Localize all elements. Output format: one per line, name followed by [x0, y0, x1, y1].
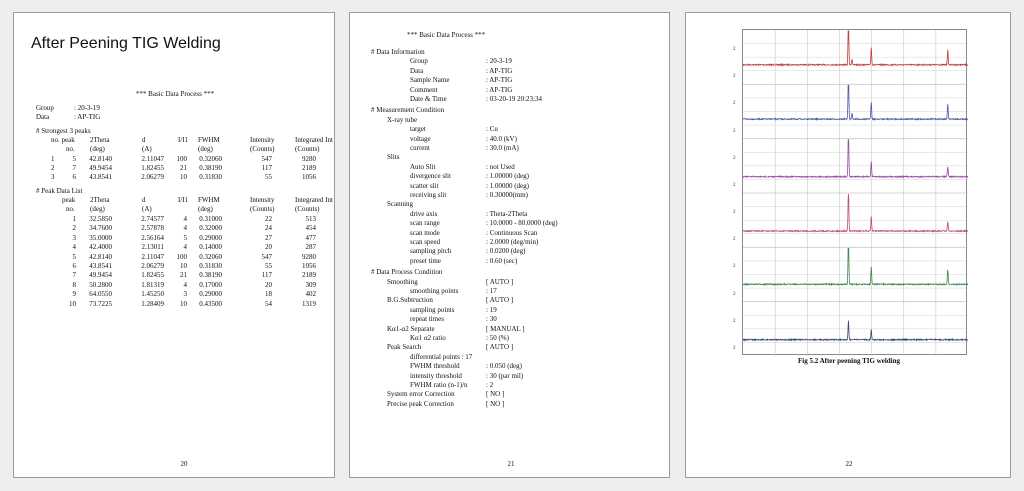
- table-cell: 2: [72, 224, 76, 233]
- table-header: no. peak: [51, 136, 75, 144]
- table-cell: 24: [265, 224, 272, 233]
- table-cell: 2: [51, 164, 55, 172]
- table-cell: 1319: [302, 299, 316, 308]
- table-cell: 21: [180, 271, 187, 280]
- table-header: (Counts): [250, 145, 275, 153]
- table-header: d: [142, 136, 146, 144]
- table-cell: 2.13011: [141, 243, 164, 252]
- page-number: 22: [845, 460, 853, 468]
- field-label: Comment: [410, 85, 438, 94]
- table-header: (Counts): [295, 205, 320, 213]
- table-cell: 43.8541: [89, 262, 112, 270]
- field-label: Date & Time: [410, 95, 447, 103]
- table-header: d: [142, 196, 146, 204]
- table-header: peak: [62, 196, 76, 204]
- field-label: B.G.Subtruction: [387, 296, 433, 305]
- table-cell: 5: [72, 252, 76, 261]
- page-20: [13, 12, 335, 478]
- field-label: Data: [410, 66, 424, 75]
- table-cell: 6: [72, 262, 76, 270]
- table-cell: 2.06279: [141, 173, 164, 181]
- table-cell: 4: [72, 243, 76, 252]
- data-value: : AP-TIG: [74, 113, 101, 121]
- field-value: : Continuous Scan: [486, 228, 538, 237]
- table-cell: 32.5850: [89, 215, 112, 223]
- field-label: sampling points: [410, 305, 455, 314]
- page-number: 21: [507, 460, 515, 468]
- field-value: : 2.0000 (deg/min): [486, 238, 539, 246]
- table-cell: 3: [72, 233, 76, 242]
- table-cell: 8: [72, 280, 76, 289]
- table-cell: 1: [51, 155, 55, 163]
- table-header: FWHM: [198, 136, 220, 144]
- table-cell: 20: [265, 280, 272, 289]
- field-value: : 19: [486, 305, 497, 314]
- table-cell: 1: [72, 215, 76, 223]
- field-label: Precise peak Correction: [387, 399, 454, 408]
- field-value: : not Used: [486, 162, 515, 171]
- table-cell: 55: [265, 262, 272, 270]
- table-cell: 64.0550: [89, 290, 112, 299]
- table-header: FWHM: [198, 196, 220, 204]
- field-label: intensity threshold: [410, 371, 462, 380]
- y-tick-label: 2: [733, 128, 736, 134]
- table-header: 2Theta: [90, 196, 110, 204]
- table-cell: 43.8541: [89, 173, 112, 181]
- field-label: voltage: [410, 134, 431, 143]
- field-label: Sample Name: [410, 76, 450, 85]
- table-header: 2Theta: [90, 136, 110, 144]
- field-label: target: [410, 125, 426, 134]
- field-label: System error Correction: [387, 390, 455, 399]
- table-cell: 42.4000: [89, 243, 112, 252]
- field-label: Group: [410, 57, 428, 66]
- y-tick-label: 2: [733, 291, 736, 297]
- table-header: Intensity: [250, 136, 275, 144]
- field-value: : Theta-2Theta: [486, 209, 528, 218]
- field-label: Auto Slit: [410, 162, 436, 171]
- field-value: [ NO ]: [486, 399, 505, 408]
- field-value: : 20-3-19: [486, 57, 512, 66]
- field-value: : 10.0000 - 80.0000 (deg): [486, 219, 558, 228]
- xrd-series-line: [743, 321, 968, 341]
- table-cell: 4: [183, 280, 187, 289]
- table-cell: 1.28409: [141, 299, 164, 308]
- xrd-series-line: [743, 85, 968, 119]
- table-cell: 100: [176, 155, 187, 163]
- figure-caption: Fig 5.2 After peening TIG welding: [797, 357, 901, 365]
- table-cell: 10: [180, 299, 187, 308]
- table-cell: 9280: [302, 155, 316, 163]
- field-label: scatter slit: [410, 181, 439, 190]
- xrd-series-line: [743, 140, 968, 178]
- table-cell: 2.57878: [141, 224, 164, 233]
- section-title: *** Basic Data Process ***: [135, 90, 215, 98]
- field-value: : AP-TIG: [486, 76, 513, 85]
- table-cell: 0.31000: [199, 215, 222, 223]
- y-tick-label: 2: [733, 74, 736, 80]
- table-cell: 7: [72, 164, 76, 172]
- field-value: : 30.0 (mA): [486, 144, 519, 152]
- table-cell: 7: [72, 271, 76, 280]
- subsection-label: X-ray tube: [387, 115, 418, 124]
- xrd-series-line: [743, 31, 968, 65]
- field-label: Kα1-α2 Separate: [387, 324, 435, 333]
- table-cell: 0.38190: [199, 164, 222, 172]
- table-cell: 55: [265, 173, 272, 181]
- section-heading: # Measurement Condition: [371, 106, 445, 115]
- y-tick-label: 2: [733, 101, 736, 107]
- table-cell: 513: [305, 215, 316, 223]
- field-label: differential points : 17: [410, 352, 473, 361]
- y-tick-label: 2: [733, 237, 736, 243]
- field-label: receiving slit: [410, 191, 447, 199]
- table-cell: 287: [305, 243, 316, 252]
- strongest-peaks-title: # Strongest 3 peaks: [36, 127, 91, 135]
- data-label: Data: [36, 113, 50, 121]
- field-value: : 30: [486, 315, 497, 324]
- field-label: repeat times: [410, 315, 445, 324]
- table-cell: 402: [305, 290, 316, 299]
- xrd-series-line: [743, 248, 968, 285]
- field-value: : 50 (%): [486, 334, 509, 342]
- table-header: (Counts): [295, 145, 320, 153]
- table-cell: 54: [265, 299, 272, 308]
- field-value: : Cu: [486, 125, 498, 134]
- table-cell: 5: [72, 155, 76, 163]
- table-cell: 2.06279: [141, 262, 164, 270]
- table-cell: 1.82455: [141, 164, 164, 172]
- table-header: (A): [142, 205, 152, 213]
- table-cell: 2.74577: [141, 215, 164, 223]
- section-heading: # Data Information: [371, 48, 425, 56]
- table-cell: 0.31830: [199, 173, 222, 181]
- table-cell: 1.81319: [141, 280, 164, 289]
- section-title: *** Basic Data Process ***: [407, 31, 486, 39]
- field-label: scan range: [410, 219, 440, 228]
- table-cell: 34.7600: [89, 224, 112, 233]
- table-cell: 10: [69, 299, 76, 308]
- table-cell: 117: [261, 164, 272, 172]
- y-tick-label: 2: [733, 264, 736, 270]
- table-cell: 100: [176, 252, 187, 261]
- xrd-series-line: [743, 194, 968, 232]
- table-cell: 20: [265, 243, 272, 252]
- table-cell: 454: [305, 224, 316, 233]
- page-number: 20: [180, 460, 188, 468]
- table-header: no.: [66, 145, 75, 153]
- table-cell: 0.38190: [199, 271, 222, 280]
- table-header: (deg): [198, 145, 213, 153]
- y-tick-label: 2: [733, 47, 736, 52]
- table-header: (deg): [90, 205, 105, 213]
- field-label: scan speed: [410, 238, 441, 246]
- table-cell: 1056: [302, 173, 316, 181]
- field-value: [ AUTO ]: [486, 277, 514, 286]
- table-cell: 42.8140: [89, 155, 112, 163]
- xrd-chart-svg: [743, 30, 968, 356]
- field-value: : 1.00000 (deg): [486, 172, 529, 181]
- table-cell: 42.8140: [89, 252, 112, 261]
- xrd-chart: [742, 29, 967, 355]
- table-cell: 0.14000: [199, 243, 222, 252]
- table-cell: 1056: [302, 262, 316, 270]
- field-label: preset time: [410, 256, 441, 265]
- table-cell: 22: [265, 215, 272, 223]
- table-cell: 4: [183, 243, 187, 252]
- field-label: FWHM threshold: [410, 362, 460, 371]
- table-header: (deg): [90, 145, 105, 153]
- y-tick-label: 2: [733, 345, 736, 351]
- field-value: : 30 (par mil): [486, 371, 524, 380]
- y-tick-label: 2: [733, 155, 736, 161]
- field-label: drive axis: [410, 209, 438, 218]
- table-cell: 6: [72, 173, 76, 181]
- table-header: (A): [142, 145, 152, 153]
- table-cell: 1.45250: [141, 290, 164, 299]
- table-cell: 0.32060: [199, 252, 222, 261]
- table-cell: 4: [183, 224, 187, 233]
- field-label: divergence slit: [410, 172, 451, 181]
- field-value: : 0.050 (deg): [486, 362, 522, 371]
- table-cell: 10: [180, 173, 187, 181]
- field-label: Kα1 α2 ratio: [410, 334, 446, 342]
- table-cell: 10: [180, 262, 187, 270]
- page-21: [349, 12, 670, 478]
- field-label: scan mode: [410, 228, 440, 237]
- table-header: I/I1: [178, 136, 189, 144]
- field-value: : AP-TIG: [486, 85, 513, 94]
- table-cell: 0.29000: [199, 233, 222, 242]
- table-cell: 9280: [302, 252, 316, 261]
- table-cell: 2189: [302, 271, 316, 280]
- table-header: no.: [66, 205, 75, 213]
- table-cell: 547: [261, 155, 272, 163]
- page-22: [685, 12, 1011, 478]
- y-tick-label: 2: [733, 210, 736, 215]
- table-cell: 5: [183, 233, 187, 242]
- field-value: : 17: [486, 287, 497, 295]
- field-value: : AP-TIG: [486, 66, 513, 75]
- table-header: Integrated Int: [295, 196, 333, 204]
- table-cell: 9: [72, 290, 76, 299]
- y-tick-label: 2: [733, 318, 736, 324]
- table-cell: 49.9454: [89, 164, 112, 172]
- table-cell: 309: [305, 280, 316, 289]
- table-header: Integrated Int: [295, 136, 333, 144]
- table-cell: 3: [51, 173, 55, 181]
- field-value: : 2: [486, 381, 494, 389]
- field-value: [ AUTO ]: [486, 343, 514, 352]
- field-label: sampling pitch: [410, 247, 452, 256]
- table-cell: 0.32000: [199, 224, 222, 233]
- table-cell: 50.2800: [89, 280, 112, 289]
- table-header: I/I1: [178, 196, 189, 204]
- field-value: : 40.0 (kV): [486, 134, 517, 143]
- section-heading: # Data Process Condition: [371, 268, 443, 277]
- table-cell: 0.32060: [199, 155, 222, 163]
- field-value: [ AUTO ]: [486, 296, 514, 305]
- table-cell: 4: [183, 215, 187, 223]
- field-label: Peak Search: [387, 343, 422, 352]
- field-label: current: [410, 144, 430, 152]
- table-header: Intensity: [250, 196, 275, 204]
- table-cell: 0.17000: [199, 280, 222, 289]
- table-header: (Counts): [250, 205, 275, 213]
- table-cell: 1.82455: [141, 271, 164, 280]
- table-cell: 547: [261, 252, 272, 261]
- field-value: : 0.30000(mm): [486, 191, 528, 199]
- field-label: smoothing points: [410, 287, 459, 295]
- table-cell: 73.7225: [89, 299, 112, 308]
- group-value: : 20-3-19: [74, 104, 100, 112]
- table-cell: 49.9454: [89, 271, 112, 280]
- field-value: [ MANUAL ]: [486, 324, 525, 333]
- table-cell: 18: [265, 290, 272, 299]
- field-value: : 0.0200 (deg): [486, 247, 526, 256]
- field-value: : 03-20-19 20:23:34: [486, 95, 542, 103]
- field-label: FWHM ratio (n-1)/n: [410, 381, 468, 389]
- field-value: [ NO ]: [486, 390, 505, 399]
- field-value: : 0.60 (sec): [486, 256, 518, 265]
- table-cell: 0.43500: [199, 299, 222, 308]
- table-cell: 2189: [302, 164, 316, 172]
- table-header: (deg): [198, 205, 213, 213]
- table-cell: 0.31830: [199, 262, 222, 270]
- table-cell: 477: [305, 233, 316, 242]
- y-tick-label: 2: [733, 182, 736, 188]
- table-cell: 21: [180, 164, 187, 172]
- table-cell: 35.0000: [89, 233, 112, 242]
- table-cell: 2.11047: [141, 252, 164, 261]
- peak-list-title: # Peak Data List: [36, 187, 83, 195]
- table-cell: 0.29000: [199, 290, 222, 299]
- subsection-label: Scanning: [387, 200, 414, 209]
- table-cell: 2.11047: [141, 155, 164, 163]
- page-heading: After Peening TIG Welding: [31, 35, 221, 52]
- table-cell: 3: [183, 290, 187, 299]
- field-label: Smoothing: [387, 277, 418, 286]
- table-cell: 117: [261, 271, 272, 280]
- group-label: Group: [36, 104, 54, 112]
- table-cell: 27: [265, 233, 272, 242]
- field-value: : 1.00000 (deg): [486, 181, 529, 190]
- table-cell: 2.56164: [141, 233, 164, 242]
- subsection-label: Slits: [387, 153, 400, 162]
